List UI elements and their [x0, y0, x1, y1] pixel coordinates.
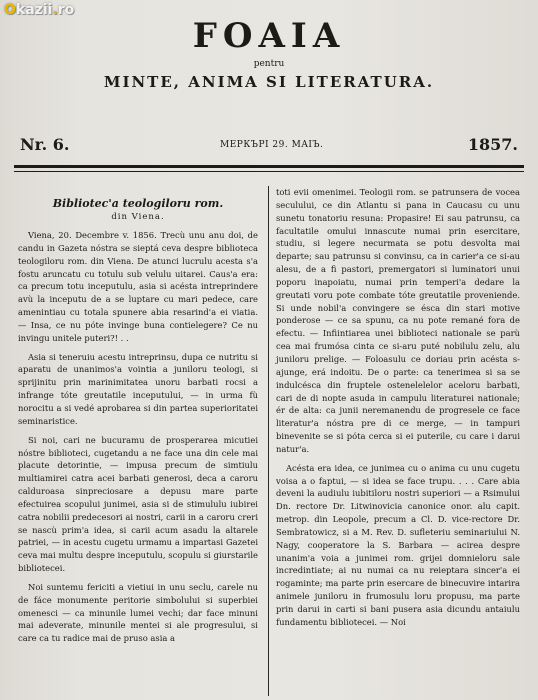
paragraph: Acésta era idea, ce junimea cu o anima cu unu cugetu voisa a o faptui, — si idea se face trupu. . . . Care abia deveni la audiulu iubitiloru nostri superiori — a Rsimului Dn. rectore Dr. Litwinovicia canonice onor. alu capit. metrop. din Leopole, precum a Cl. D. vice-rectore Dr. Sembratowicz, si a M. Rev. D. sufleteriu seminariului N. Nagy, cooperatore la S. Barbara — acirea despre unanim'a voia a junimei rom. grijei domnieloru sale incredintiate; ai nu numai ca nu reieptara sincer'a ei rogaminte; ma parte prin esercare de binecuvire intarira animele juniloru in frumosulu loru propusu, ma parte prin darui in carti si bani pusera asia dicundu antaiulu fundamentu bibliotecei. — Noi: [276, 462, 520, 627]
watermark-o: O: [4, 2, 16, 18]
watermark-rest: kazii: [15, 2, 53, 18]
article-title: Bibliotec'a teologiloru rom.: [52, 197, 224, 210]
issue-info-row: [20, 135, 518, 157]
masthead-connector: pentru: [253, 59, 285, 69]
watermark-dot: .: [52, 2, 58, 18]
masthead: [0, 16, 538, 92]
paragraph: toti evii omenimei. Teologii rom. se patrunsera de vocea seculului, ce din Atlantu si pana in Caucasu cu unu sunetu tonatoriu resuna: Propasire! Ei sau patrunsu, ca facultatile omului innascute numai prin esercitare, studiu, si legere necurmata se potu desvolta mai departe; sau patrunsu si convinsu, ca in carier'a ce si-au alesu, de a fi pastori, premergatori si luminatori unui poporu inapoiatu, numai prin temperi'a dedare la greutati voru pote combate tóte greutatile proveniende. Si unde nobil'a convingere se ésca din stari motive ponderose — ce sa spunu, ca nu pote remané fora de efectu. — Infiintiarea unei biblioteci nationale se parù cea mai frumósa cinta ce si-aru puté nobilulu zelu, alu juniloru prelige. — Foloasulu ce doriau prin acésta s-ajunge, erá indoitu. De o parte: ca tenerimea si sa se indulcésca din fruptele ostenelelelor aceloru barbati, cari de di nopte asuda in campulu literaturei nationale; ér de alta: ca junii neremanendu de progresele ce face literatur'a nóstra pre di ce merge, — in tampuri binevenite se si póta cerca si ei puterile, cu care i darui natur'a.: [276, 187, 520, 454]
issue-year: 1857.: [467, 135, 518, 154]
newspaper-subtitle: MINTE, ANIMA SI LITERATURA.: [103, 73, 435, 91]
paragraph: Asia si teneruiu acestu intreprinsu, dupa ce nutritu si aparatu de unanimos'a vointia a juniloru teologi, si sprijinitu prin marinimitatea unoru barbati rocsi a infrange tóte greutatile inceputului, — in urma fù norocitu a si vedé aprobarea si din partea superioritatei seminaristice.: [18, 351, 258, 426]
watermark-tld: ro: [57, 2, 75, 18]
article-origin: din Viena.: [111, 212, 165, 222]
paragraph: Si noi, cari ne bucuramu de prosperarea micutiei nóstre biblioteci, cugetandu a ne face una din cele mai placute detorintie, — impusa precum de simtiulu multiamirei catra acei barbati generosi, deca a caroru calduroasa sinpreciosare a depusu mare parte efectuirea scopului junimei, asia si de stimululu iubirei catra nobilii predecesori ai nostri, carii in a caroru creri se nascù prim'a idea, si carii acum asadu la altarele patriei, — in acestu cugetu urmamu a impartasi Gazetei ceva mai multu despre inceputulu, scopulu si giurstarile bibliotecei.: [18, 434, 258, 574]
issue-date: MЕРКЪРІ 29. MAIЪ.: [220, 140, 324, 150]
newspaper-title: FOAIA: [192, 16, 346, 56]
header-rule-thick: [14, 165, 524, 168]
column-divider: [268, 186, 269, 696]
right-column: [276, 186, 520, 629]
paragraph: Noi suntemu fericiti a vietiui in unu seclu, carele nu de fáce monumente peritorie simbolului si superbiei omenesci — ca minunile lumei vechi; dar face minuni mai adeverate, minunile mentei si ale progresului, si care ca tu radice mai de pruso asia a: [18, 581, 258, 644]
issue-number: Nr. 6.: [20, 135, 70, 154]
paragraph: Viena, 20. Decembre v. 1856. Trecù unu anu doi, de candu in Gazeta nóstra se sieptá ceva despre biblioteca teologiloru rom. din Viena. De atunci lucrulu acesta s'a fostu aruncatu cu totulu sub velulu uitarei. Caus'a era: ca precum totu inceputulu, asia si acésta intreprindere avù la inceputu de a se luptare cu mari pedece, care amenintiau cu totala spunere abia resarind'a ei viatia. — Insa, ce nu póte invinge buna contielegere? Ce nu invingu unitele puteri?! . .: [18, 230, 258, 343]
left-column: [18, 186, 258, 645]
header-rule-thin: [14, 171, 524, 172]
